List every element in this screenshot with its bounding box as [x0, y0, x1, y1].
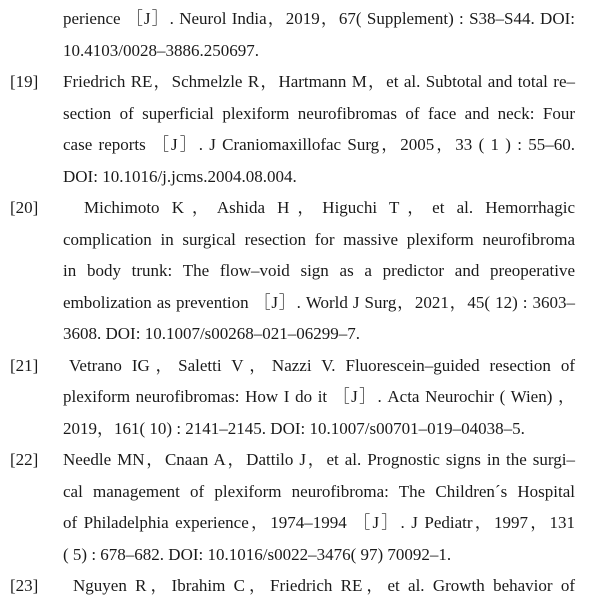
reference-entry-19	[0, 66, 590, 192]
reference-line: DOI: 10.1016/j.jcms.2004.08.004.	[63, 166, 297, 186]
reference-entry-21	[0, 350, 590, 445]
reference-line: cal management of plexiform neurofibroma: The Children´s Hospital	[63, 481, 575, 501]
reference-number: [19]	[10, 72, 39, 91]
reference-number: [20]	[10, 198, 39, 217]
reference-line: 2019，161( 10) : 2141–2145. DOI: 10.1007/s00701–019–04038–5.	[63, 418, 525, 438]
reference-line: Vetrano IG，Saletti V，Nazzi V. Fluorescein–guided resection of	[69, 355, 575, 375]
reference-line: 3608. DOI: 10.1007/s00268–021–06299–7.	[63, 324, 361, 343]
reference-line: embolization as prevention ［J］. World J Surg，2021，45( 12) : 3603–	[63, 292, 575, 312]
reference-line: section of superficial plexiform neurofibromas of face and neck: Four	[63, 103, 575, 123]
reference-entry-23	[0, 570, 590, 602]
reference-text	[63, 66, 575, 192]
reference-line: in body trunk: The flow–void sign as a predictor and preoperative	[63, 261, 575, 280]
reference-entry-22	[0, 444, 590, 570]
reference-line: Nguyen R，Ibrahim C，Friedrich RE，et al. Growth behavior of	[73, 576, 575, 595]
reference-line: case reports ［J］. J Craniomaxillofac Surg，2005，33 ( 1 ) : 55–60.	[63, 135, 575, 154]
reference-entry-20	[0, 192, 590, 350]
reference-line: ( 5) : 678–682. DOI: 10.1016/s0022–3476( 97) 70092–1.	[63, 544, 452, 564]
reference-text	[63, 192, 575, 350]
reference-number: [23]	[10, 576, 39, 595]
reference-line: plexiform neurofibromas: How I do it ［J］. Acta Neurochir ( Wien) ，	[63, 387, 575, 406]
reference-text	[63, 350, 575, 445]
reference-text	[63, 570, 575, 602]
reference-text	[63, 444, 575, 570]
reference-entry-continued	[0, 3, 590, 66]
reference-number: [21]	[10, 355, 39, 375]
reference-line: Friedrich RE，Schmelzle R，Hartmann M，et al. Subtotal and total re–	[63, 72, 575, 91]
reference-line: Michimoto K，Ashida H，Higuchi T，et al. Hemorrhagic	[84, 198, 575, 217]
reference-line: 10.4103/0028–3886.250697.	[63, 40, 259, 60]
reference-line: Needle MN，Cnaan A，Dattilo J，et al. Prognostic signs in the surgi–	[63, 450, 575, 469]
reference-text	[63, 3, 575, 66]
reference-number: [22]	[10, 450, 39, 469]
reference-line: of Philadelphia experience，1974–1994 ［J］. J Pediatr，1997，131	[63, 513, 575, 532]
reference-line: complication in surgical resection for massive plexiform neurofibroma	[63, 229, 575, 249]
reference-line: perience ［J］. Neurol India，2019，67( Supplement) : S38–S44. DOI:	[63, 9, 575, 28]
